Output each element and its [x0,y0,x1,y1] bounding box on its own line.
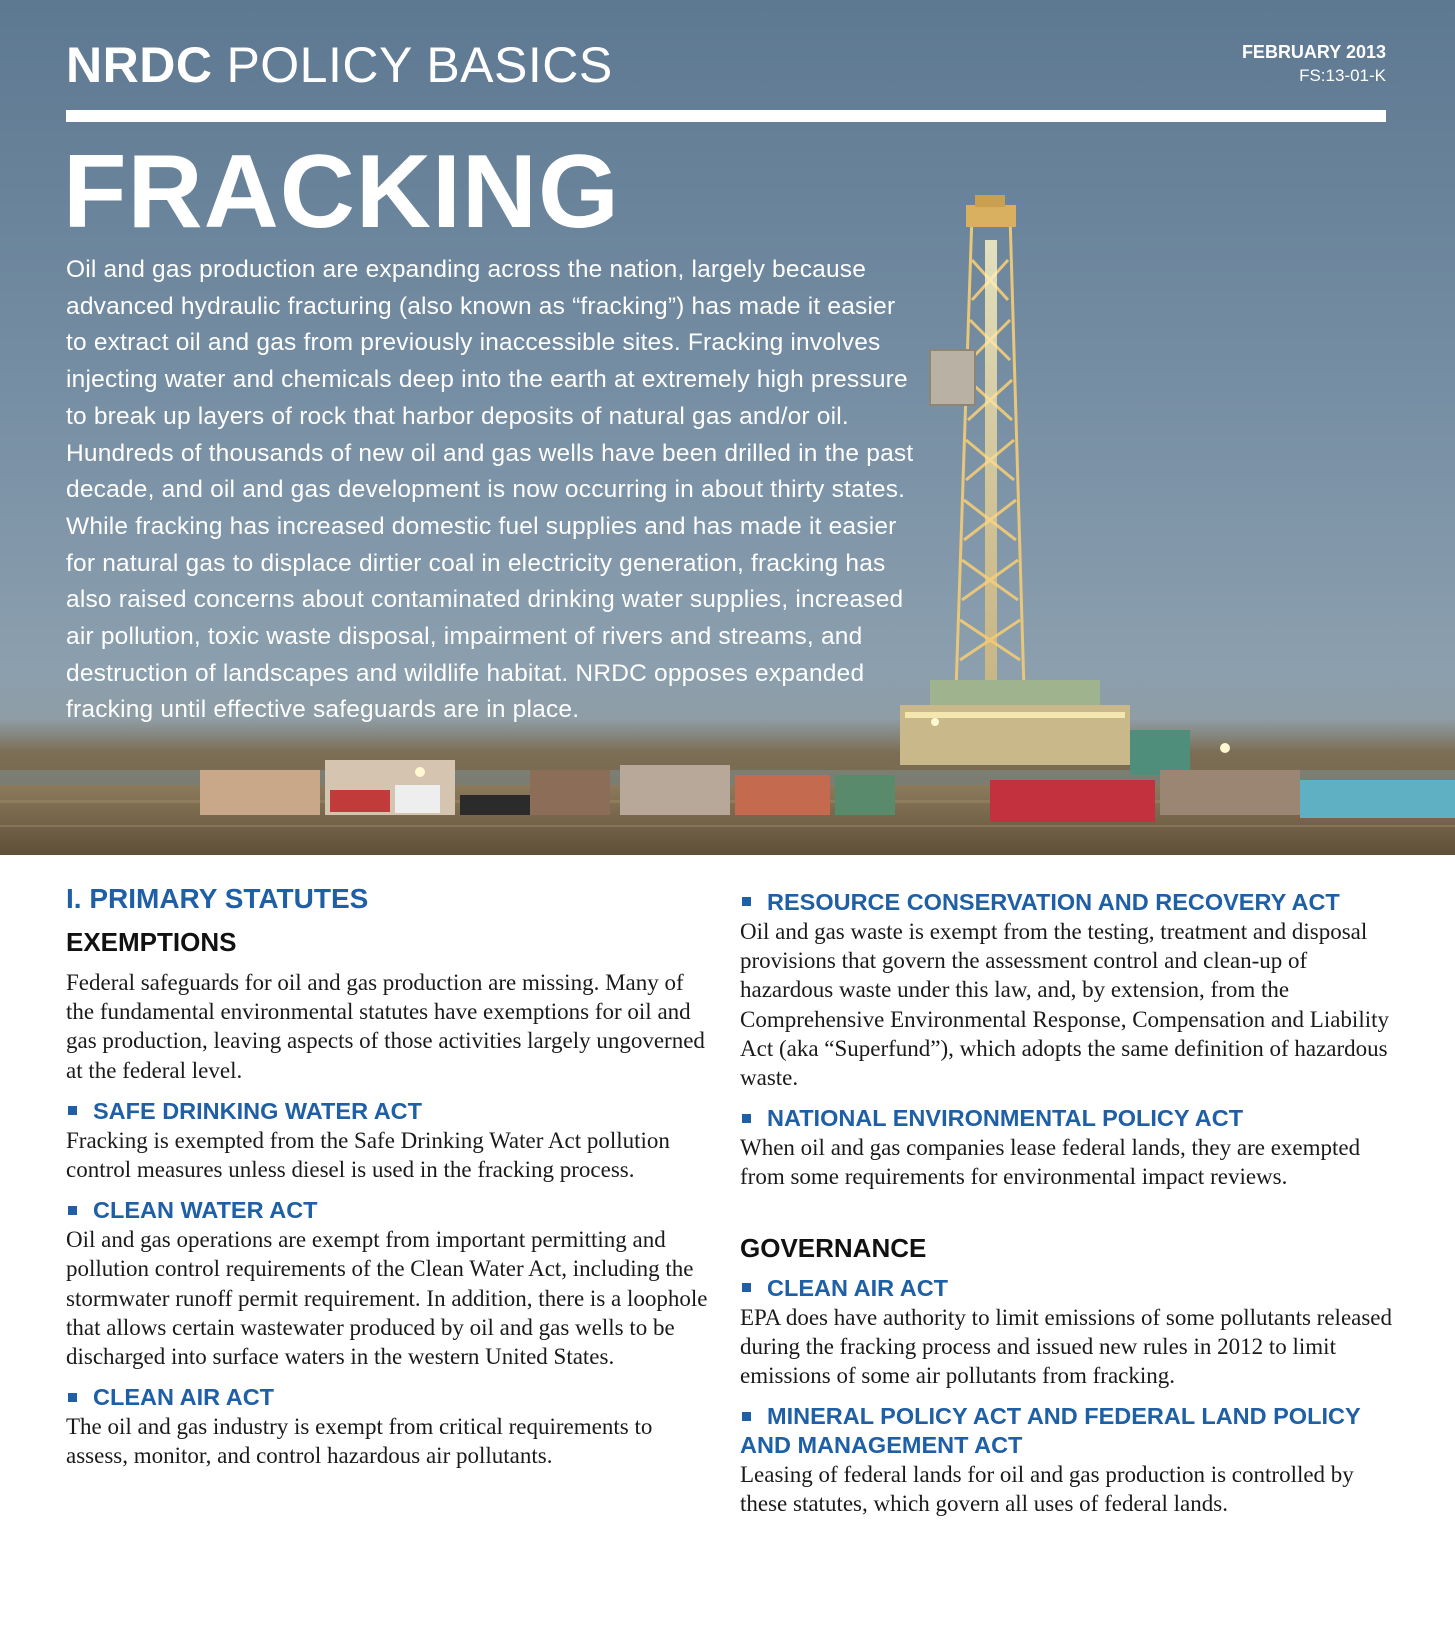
statute-heading: MINERAL POLICY ACT AND FEDERAL LAND POLICY AND MANAGEMENT ACT [740,1403,1361,1459]
statute-item [66,1097,716,1184]
left-column [66,882,716,1471]
brand-nrdc: NRDC [66,37,213,93]
statute-heading: CLEAN WATER ACT [93,1197,318,1224]
issue-code: FS:13-01-K [1299,66,1386,85]
bullet-icon [68,1206,77,1215]
brand-policy-basics: POLICY BASICS [226,37,613,93]
statute-text: When oil and gas companies lease federal lands, they are exempted from some requirements for environmental impact reviews. [740,1135,1361,1190]
exemptions-intro: Federal safeguards for oil and gas production are missing. Many of the fundamental environmental statutes have exemptions for oil and gas production, leaving aspects of those activities largely ungoverned at the federal level. [66,970,705,1083]
section-heading: I. PRIMARY STATUTES [66,883,369,914]
right-column [740,888,1400,1519]
bullet-icon [742,1114,751,1123]
statute-item [740,1402,1400,1518]
governance-block [740,1232,1400,1519]
statute-text: Oil and gas operations are exempt from important permitting and pollution control requirements of the Clean Water Act, including the stormwater runoff permit requirement. In addition, there is a loophole that allows certain wastewater produced by oil and gas wells to be discharged into surface waters in the western United States. [66,1227,708,1370]
intro-paragraph: Oil and gas production are expanding across the nation, largely because advanced hydraulic fracturing (also known as “fracking”) has made it easier to extract oil and gas from previously inaccessible sites. Fracking involves injecting water and chemicals deep into the earth at extremely high pressure to break up layers of rock that harbor deposits of natural gas and/or oil. Hundreds of thousands of new oil and gas wells have been drilled in the past decade, and oil and gas development is now occurring in about thirty states. While fracking has increased domestic fuel supplies and has made it easier for natural gas to displace dirtier coal in electricity generation, fracking has also raised concerns about contaminated drinking water supplies, increased air pollution, toxic waste disposal, impairment of rivers and streams, and destruction of landscapes and wildlife habitat. NRDC opposes expanded fracking until effective safeguards are in place. [66,256,914,724]
statute-item [740,888,1400,1092]
statute-item [66,1196,716,1371]
statute-text: The oil and gas industry is exempt from critical requirements to assess, monitor, and control hazardous air pollutants. [66,1414,653,1469]
statute-item [740,1104,1400,1191]
bullet-icon [68,1106,77,1115]
statute-item [66,1383,716,1470]
issue-date: FEBRUARY 2013 [1241,42,1386,62]
statute-text: Leasing of federal lands for oil and gas production is controlled by these statutes, which govern all uses of federal lands. [740,1462,1354,1517]
bullet-icon [742,1412,751,1421]
page-title: FRACKING [63,134,620,250]
statute-heading: NATIONAL ENVIRONMENTAL POLICY ACT [767,1105,1244,1132]
statute-heading: CLEAN AIR ACT [93,1384,275,1411]
subheading-governance: GOVERNANCE [740,1232,927,1263]
bullet-icon [68,1393,77,1402]
statute-heading: SAFE DRINKING WATER ACT [93,1097,422,1124]
statute-text: EPA does have authority to limit emissions of some pollutants released during the fracking process and issued new rules in 2012 to limit emissions of some air pollutants from fracking. [740,1304,1393,1389]
subheading-exemptions: EXEMPTIONS [66,927,237,957]
statute-heading: CLEAN AIR ACT [767,1274,949,1301]
bullet-icon [742,1283,751,1292]
statute-text: Fracking is exempted from the Safe Drinking Water Act pollution control measures unless diesel is used in the fracking process. [66,1127,670,1183]
statute-item [740,1274,1400,1391]
bullet-icon [742,897,751,906]
header-divider [66,110,1386,122]
statute-text: Oil and gas waste is exempt from the testing, treatment and disposal provisions that govern the assessment control and clean-up of hazardous waste under this law, and, by extension, from the Comprehensive Environmental Response, Compensation and Liability Act (aka “Superfund”), which adopts the same definition of hazardous waste. [740,919,1389,1091]
statute-heading: RESOURCE CONSERVATION AND RECOVERY ACT [767,889,1340,915]
brand-wordmark [66,36,613,94]
